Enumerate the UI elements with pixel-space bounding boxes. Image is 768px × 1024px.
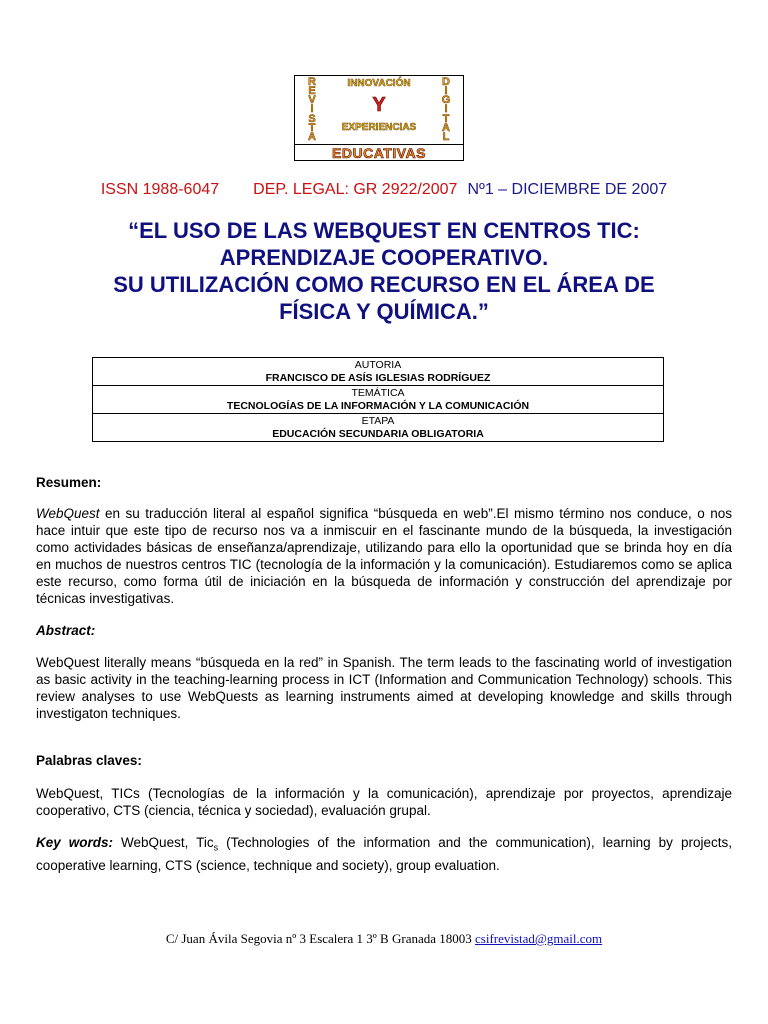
logo-vertical-letter: I xyxy=(444,85,448,98)
palabras-text: WebQuest, TICs (Tecnologías de la información y la comunicación), aprendizaje por proyectos, aprendizaje cooperativo, CTS (ciencia, técnica y sociedad), evaluación grupal. xyxy=(36,786,732,818)
palabras-heading xyxy=(36,752,732,769)
logo-vertical-letter: V xyxy=(308,94,316,107)
logo-top-word: INNOVACIÓN xyxy=(347,78,411,89)
author-value: FRANCISCO DE ASÍS IGLESIAS RODRÍGUEZ xyxy=(265,371,491,384)
logo-upper-panel xyxy=(295,76,463,144)
logo-vertical-letter: E xyxy=(308,85,316,98)
keywords-text-a: WebQuest, Tic xyxy=(113,835,214,850)
stage-value: EDUCACIÓN SECUNDARIA OBLIGATORIA xyxy=(272,427,484,440)
resumen-body xyxy=(36,505,732,607)
logo-vertical-letter: R xyxy=(308,76,316,88)
logo-lower-word: EXPERIENCIAS xyxy=(341,122,417,133)
footer-address: C/ Juan Ávila Segovia nº 3 Escalera 1 3º B Granada 18003 xyxy=(165,931,475,946)
resumen-heading xyxy=(36,474,732,491)
author-row xyxy=(93,358,664,386)
resumen-heading-text: Resumen: xyxy=(36,475,102,490)
keywords-subscript: s xyxy=(213,842,219,853)
abstract-body xyxy=(36,654,732,722)
footer-email-link[interactable]: csifrevistad@gmail.com xyxy=(475,931,603,946)
theme-label: TEMÁTICA xyxy=(351,387,405,399)
article-meta-table xyxy=(92,357,664,442)
stage-label: ETAPA xyxy=(361,415,395,427)
logo-middle-letter: Y xyxy=(372,94,386,116)
issn-number: ISSN 1988-6047 xyxy=(100,181,220,198)
journal-logo xyxy=(294,75,464,161)
logo-vertical-letter: A xyxy=(442,121,450,134)
logo-vertical-letter: S xyxy=(308,112,316,125)
logo-vertical-letter: I xyxy=(310,103,314,116)
logo-vertical-letter: A xyxy=(308,130,316,143)
publication-info xyxy=(0,181,768,199)
title-line: FÍSICA Y QUÍMICA.” xyxy=(279,299,489,324)
keywords-text-b: (Technologies of the information and the communication), learning by projects, cooperative learning, CTS (science, technique and society), group evaluation. xyxy=(36,835,732,873)
logo-bottom-word: EDUCATIVAS xyxy=(332,145,426,161)
stage-row xyxy=(93,414,664,442)
theme-value: TECNOLOGÍAS DE LA INFORMACIÓN Y LA COMUNICACIÓN xyxy=(226,399,530,412)
logo-center xyxy=(327,76,431,144)
issue-date: Nº1 – DICIEMBRE DE 2007 xyxy=(467,181,668,198)
logo-bottom-panel xyxy=(295,144,463,161)
abstract-heading xyxy=(36,622,732,639)
abstract-heading-text: Abstract: xyxy=(36,623,96,638)
abstract-text: WebQuest literally means “búsqueda en la red” in Spanish. The term leads to the fascinating world of investigation as basic activity in the teaching-learning process in ICT (Information and Communication Technology) schools. This review analyses to use WebQuests as learning instruments aimed at developing knowledge and skills through investigaton techniques. xyxy=(36,655,732,721)
resumen-lead: WebQuest xyxy=(36,506,100,521)
title-line: “EL USO DE LAS WEBQUEST EN CENTROS TIC: xyxy=(128,218,640,243)
title-line: APRENDIZAJE COOPERATIVO. xyxy=(219,245,549,270)
theme-row xyxy=(93,386,664,414)
logo-vertical-letter: L xyxy=(442,130,450,143)
palabras-body xyxy=(36,785,732,819)
keywords-heading: Key words: xyxy=(36,835,114,850)
logo-vertical-letter: T xyxy=(442,112,450,125)
legal-deposit: DEP. LEGAL: GR 2922/2007 xyxy=(253,181,458,198)
logo-vertical-letter: D xyxy=(442,76,450,88)
article-title xyxy=(40,217,728,325)
logo-vertical-letter: G xyxy=(441,94,451,107)
author-label: AUTORIA xyxy=(354,359,402,371)
palabras-heading-text: Palabras claves: xyxy=(36,753,142,768)
keywords-paragraph xyxy=(36,834,732,874)
page-footer xyxy=(0,931,768,947)
logo-vertical-letter: T xyxy=(308,121,316,134)
title-line: SU UTILIZACIÓN COMO RECURSO EN EL ÁREA DE xyxy=(113,272,655,297)
logo-left-vertical-text xyxy=(301,78,323,142)
logo-right-vertical-text xyxy=(435,78,457,142)
resumen-text: en su traducción literal al español significa “búsqueda en web”.El mismo término nos conduce, o nos hace intuir que este tipo de recurso nos va a inmiscuir en el fascinante mundo de la búsqueda, la investigación como actividades básicas de enseñanza/aprendizaje, utilizando para ello la oportunidad que se brinda hoy en día en muchos de nuestros centros TIC (tecnología de la información y la comunicación). Estudiaremos como se aplica este recurso, como forma útil de iniciación en la búsqueda de información y construcción del aprendizaje por técnicas investigativas. xyxy=(36,506,732,606)
logo-vertical-letter: I xyxy=(444,103,448,116)
